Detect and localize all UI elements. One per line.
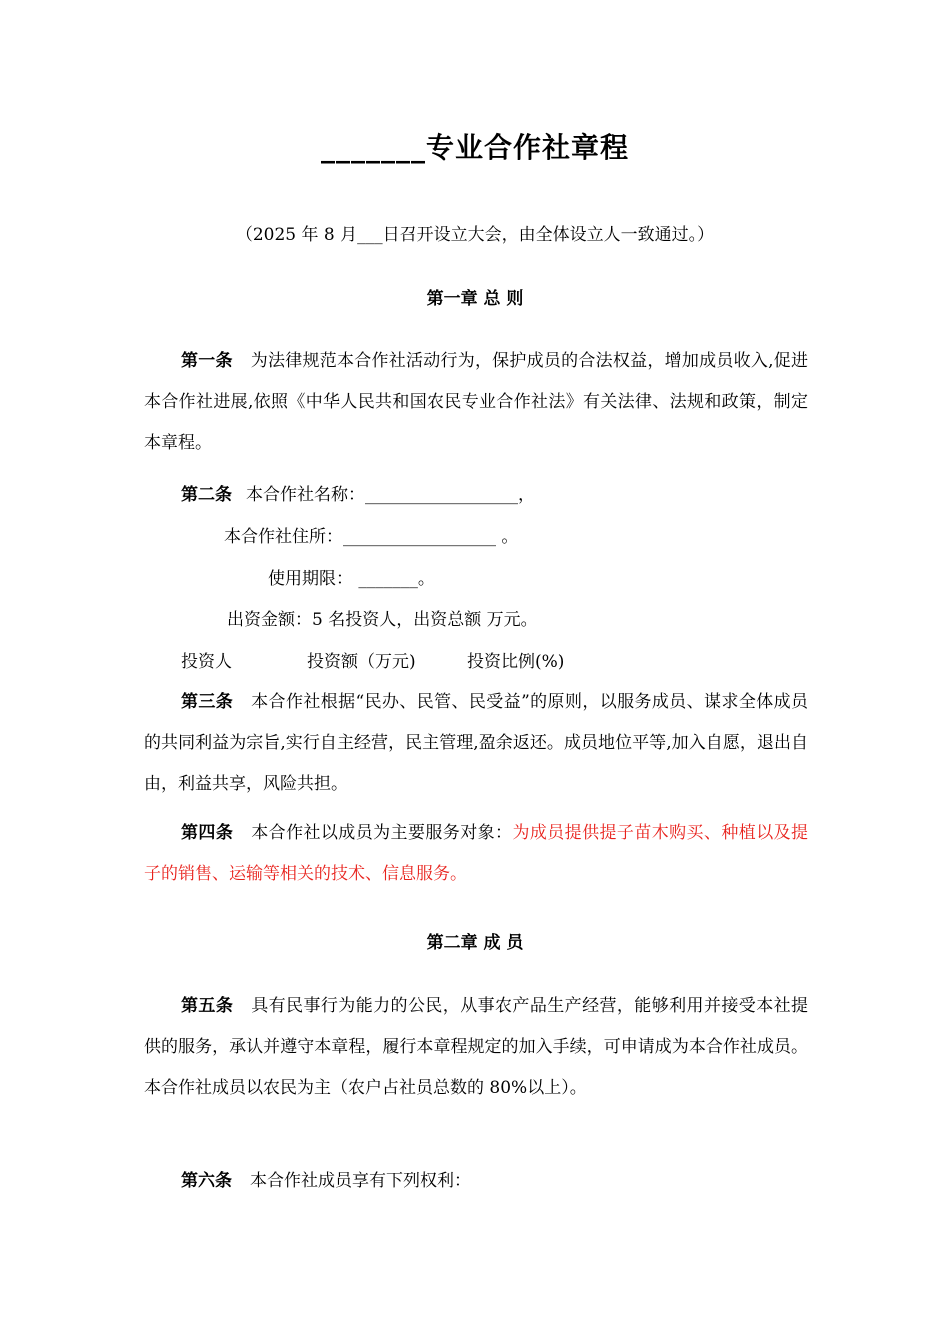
article-5-label: 第五条: [181, 996, 234, 1016]
article-5-text: 具有民事行为能力的公民，从事农产品生产经营，能够利用并接受本社提供的服务，承认并遵守本章程，履行本章程规定的加入手续，可申请成为本合作社成员。本合作社成员以农民为主（农户占社员总数的 80%以上）。: [144, 996, 809, 1098]
article-3: [144, 682, 808, 805]
usage-term-line: 使用期限： _______。: [268, 569, 435, 589]
cooperative-name-field: 本合作社名称：__________________，: [246, 485, 535, 505]
article-3-label: 第三条: [181, 692, 234, 712]
investment-table-header: [181, 649, 564, 675]
article-1-label: 第一条: [181, 351, 233, 371]
article-6-text: 本合作社成员享有下列权利：: [250, 1171, 471, 1191]
article-4: [144, 813, 808, 895]
document-subtitle: （2025 年 8 月___日召开设立大会，由全体设立人一致通过。）: [235, 225, 715, 245]
article-3-text: 本合作社根据“民办、民管、民受益”的原则，以服务成员、谋求全体成员的共同利益为宗旨,实行自主经营，民主管理,盈余返还。成员地位平等,加入自愿，退出自由，利益共享，风险共担。: [144, 692, 808, 794]
article-4-label: 第四条: [181, 823, 234, 843]
article-4-text: 本合作社以成员为主要服务对象：: [251, 823, 513, 843]
article-1-text: 为法律规范本合作社活动行为，保护成员的合法权益，增加成员收入,促进本合作社进展,依照《中华人民共和国农民专业合作社法》有关法律、法规和政策，制定本章程。: [144, 351, 809, 453]
article-6-label: 第六条: [181, 1171, 232, 1191]
investor-column-header: 投资人: [181, 652, 232, 672]
article-1: [144, 341, 808, 464]
article-5: [144, 986, 808, 1109]
article-2-label: 第二条: [181, 485, 232, 505]
cooperative-address-line: 本合作社住所：__________________ 。: [224, 527, 519, 547]
chapter-2-heading: 第二章 成 员: [426, 933, 524, 953]
investment-ratio-column-header: 投资比例(%): [467, 652, 565, 672]
article-4-highlight: 为成员提供提子苗木购买、种植以及提子的销售、运输等相关的技术、信息服务。: [144, 823, 809, 884]
document-title: _______专业合作社章程: [320, 131, 629, 164]
chapter-1-heading: 第一章 总 则: [426, 289, 524, 309]
investment-amount-column-header: 投资额（万元): [307, 652, 416, 672]
capital-amount-line: 出资金额：5 名投资人，出资总额 万元。: [227, 610, 538, 630]
article-2-name-line: [181, 482, 535, 508]
article-6: [144, 1161, 808, 1202]
